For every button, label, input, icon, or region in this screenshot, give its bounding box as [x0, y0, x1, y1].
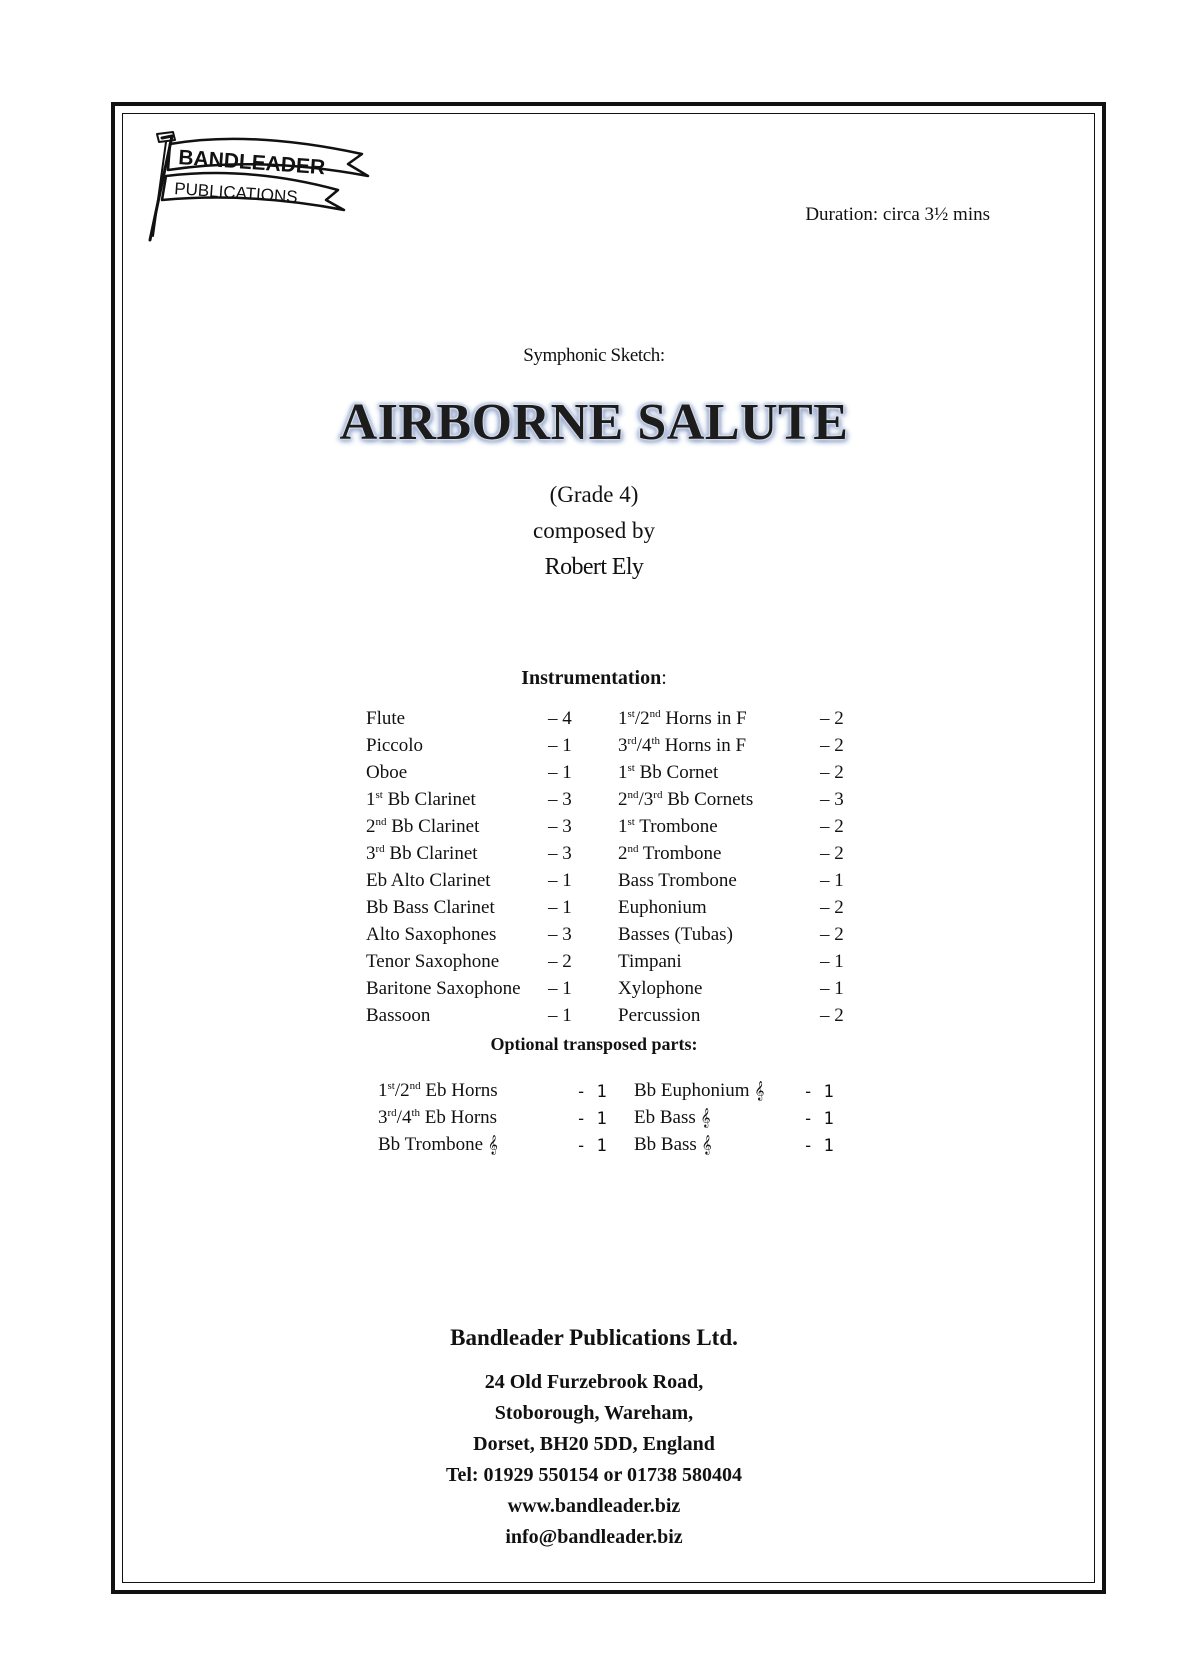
composer-name: Robert Ely [544, 554, 644, 580]
instrument-name: 2nd/3rd Bb Cornets [618, 789, 754, 810]
instrument-count: – 2 [820, 762, 844, 783]
instrument-count: – 1 [548, 897, 572, 918]
instrument-count: – 1 [548, 762, 572, 783]
instrument-count: – 1 [820, 978, 844, 999]
instrument-count: – 2 [820, 816, 844, 837]
instrument-count: – 1 [548, 870, 572, 891]
instrument-name: 1st/2nd Horns in F [618, 708, 747, 729]
instrument-name: Flute [366, 708, 406, 729]
ordinal-suffix: nd [627, 789, 639, 801]
ordinal-suffix: nd [409, 1080, 421, 1092]
instrument-count: – 2 [820, 843, 844, 864]
optional-part-count: - 1 [803, 1082, 834, 1102]
optional-part-name: Eb Bass 𝄞 [634, 1107, 711, 1128]
instrument-count: – 3 [548, 924, 572, 945]
instrument-count: – 4 [548, 708, 572, 729]
publisher-address-line: www.bandleader.biz [507, 1495, 681, 1517]
ordinal-suffix: rd [375, 843, 385, 855]
instrument-name: Alto Saxophones [366, 924, 497, 945]
optional-part-name: Bb Euphonium 𝄞 [634, 1080, 765, 1101]
instrument-count: – 1 [548, 735, 572, 756]
treble-clef-icon: 𝄞 [701, 1135, 712, 1155]
bandleader-logo [140, 130, 390, 250]
page-title: AIRBORNE SALUTE [339, 394, 849, 451]
ordinal-suffix: st [627, 762, 635, 774]
instrument-count: – 1 [548, 1005, 572, 1026]
instrument-name: Baritone Saxophone [366, 978, 521, 999]
instrument-name: Bassoon [366, 1005, 431, 1026]
optional-parts-heading: Optional transposed parts: [490, 1034, 698, 1054]
ordinal-suffix: rd [627, 735, 637, 747]
optional-part-name: Bb Trombone 𝄞 [378, 1134, 498, 1155]
instrument-name: Bb Bass Clarinet [366, 897, 495, 918]
ordinal-suffix: nd [375, 816, 387, 828]
ordinal-suffix: th [411, 1107, 421, 1119]
ordinal-suffix: th [651, 735, 661, 747]
optional-part-name: Bb Bass 𝄞 [634, 1134, 712, 1155]
ordinal-suffix: rd [387, 1107, 397, 1119]
instrument-name: 3rd/4th Horns in F [618, 735, 747, 756]
optional-part-count: - 1 [803, 1109, 834, 1129]
instrumentation-heading-colon: : [661, 667, 667, 689]
treble-clef-icon: 𝄞 [754, 1081, 765, 1101]
ordinal-suffix: nd [627, 843, 639, 855]
ordinal-suffix: st [627, 816, 635, 828]
instrument-count: – 1 [820, 870, 844, 891]
publisher-address-line: Tel: 01929 550154 or 01738 580404 [445, 1464, 743, 1486]
instrument-name: Bass Trombone [618, 870, 737, 891]
duration-text: Duration: circa 3½ mins [805, 204, 990, 225]
publisher-name: Bandleader Publications Ltd. [450, 1325, 738, 1350]
optional-part-count: - 1 [576, 1136, 607, 1156]
instrument-count: – 3 [548, 816, 572, 837]
optional-part-count: - 1 [576, 1082, 607, 1102]
instrument-name: Basses (Tubas) [618, 924, 733, 945]
instrument-count: – 2 [820, 924, 844, 945]
instrument-count: – 1 [820, 951, 844, 972]
ordinal-suffix: st [387, 1080, 395, 1092]
instrument-name: 3rd Bb Clarinet [366, 843, 478, 864]
logo-text-bandleader: BANDLEADER [177, 146, 326, 180]
ordinal-suffix: rd [653, 789, 663, 801]
instrument-count: – 3 [548, 843, 572, 864]
instrument-name: 1st Bb Cornet [618, 762, 719, 783]
instrument-count: – 2 [820, 735, 844, 756]
treble-clef-icon: 𝄞 [700, 1108, 711, 1128]
instrument-name: 1st Bb Clarinet [366, 789, 476, 810]
publisher-address-line: Stoborough, Wareham, [494, 1402, 694, 1424]
ordinal-suffix: st [627, 708, 635, 720]
optional-part-name: 1st/2nd Eb Horns [378, 1080, 498, 1101]
instrument-name: Timpani [618, 951, 682, 972]
page-inner-border [122, 113, 1095, 1583]
optional-part-count: - 1 [576, 1109, 607, 1129]
instrument-count: – 3 [820, 789, 844, 810]
instrument-name: Percussion [618, 1005, 701, 1026]
subtitle: Symphonic Sketch: [523, 345, 665, 366]
publisher-address-line: 24 Old Furzebrook Road, [484, 1371, 704, 1393]
grade-text: (Grade 4) [549, 482, 639, 507]
instrument-count: – 2 [820, 708, 844, 729]
instrument-count: – 2 [820, 897, 844, 918]
treble-clef-icon: 𝄞 [487, 1135, 498, 1155]
instrument-name: 1st Trombone [618, 816, 718, 837]
instrument-name: Eb Alto Clarinet [366, 870, 491, 891]
instrument-name: 2nd Trombone [618, 843, 722, 864]
publisher-address-line: info@bandleader.biz [505, 1526, 683, 1548]
optional-part-name: 3rd/4th Eb Horns [378, 1107, 498, 1128]
instrument-name: Xylophone [618, 978, 703, 999]
instrument-count: – 3 [548, 789, 572, 810]
instrument-name: 2nd Bb Clarinet [366, 816, 480, 837]
instrumentation-heading [0, 667, 1188, 690]
instrumentation-heading-label: Instrumentation [521, 667, 662, 689]
ordinal-suffix: st [375, 789, 383, 801]
instrument-count: – 2 [820, 1005, 844, 1026]
optional-part-count: - 1 [803, 1136, 834, 1156]
instrument-count: – 1 [548, 978, 572, 999]
instrument-name: Oboe [366, 762, 408, 783]
instrument-name: Tenor Saxophone [366, 951, 500, 972]
composed-by-text: composed by [532, 518, 655, 543]
instrument-name: Euphonium [618, 897, 707, 918]
instrument-name: Piccolo [366, 735, 423, 756]
instrument-count: – 2 [548, 951, 572, 972]
logo-text-publications: PUBLICATIONS [173, 179, 299, 207]
ordinal-suffix: nd [649, 708, 661, 720]
publisher-address-line: Dorset, BH20 5DD, England [473, 1433, 715, 1455]
